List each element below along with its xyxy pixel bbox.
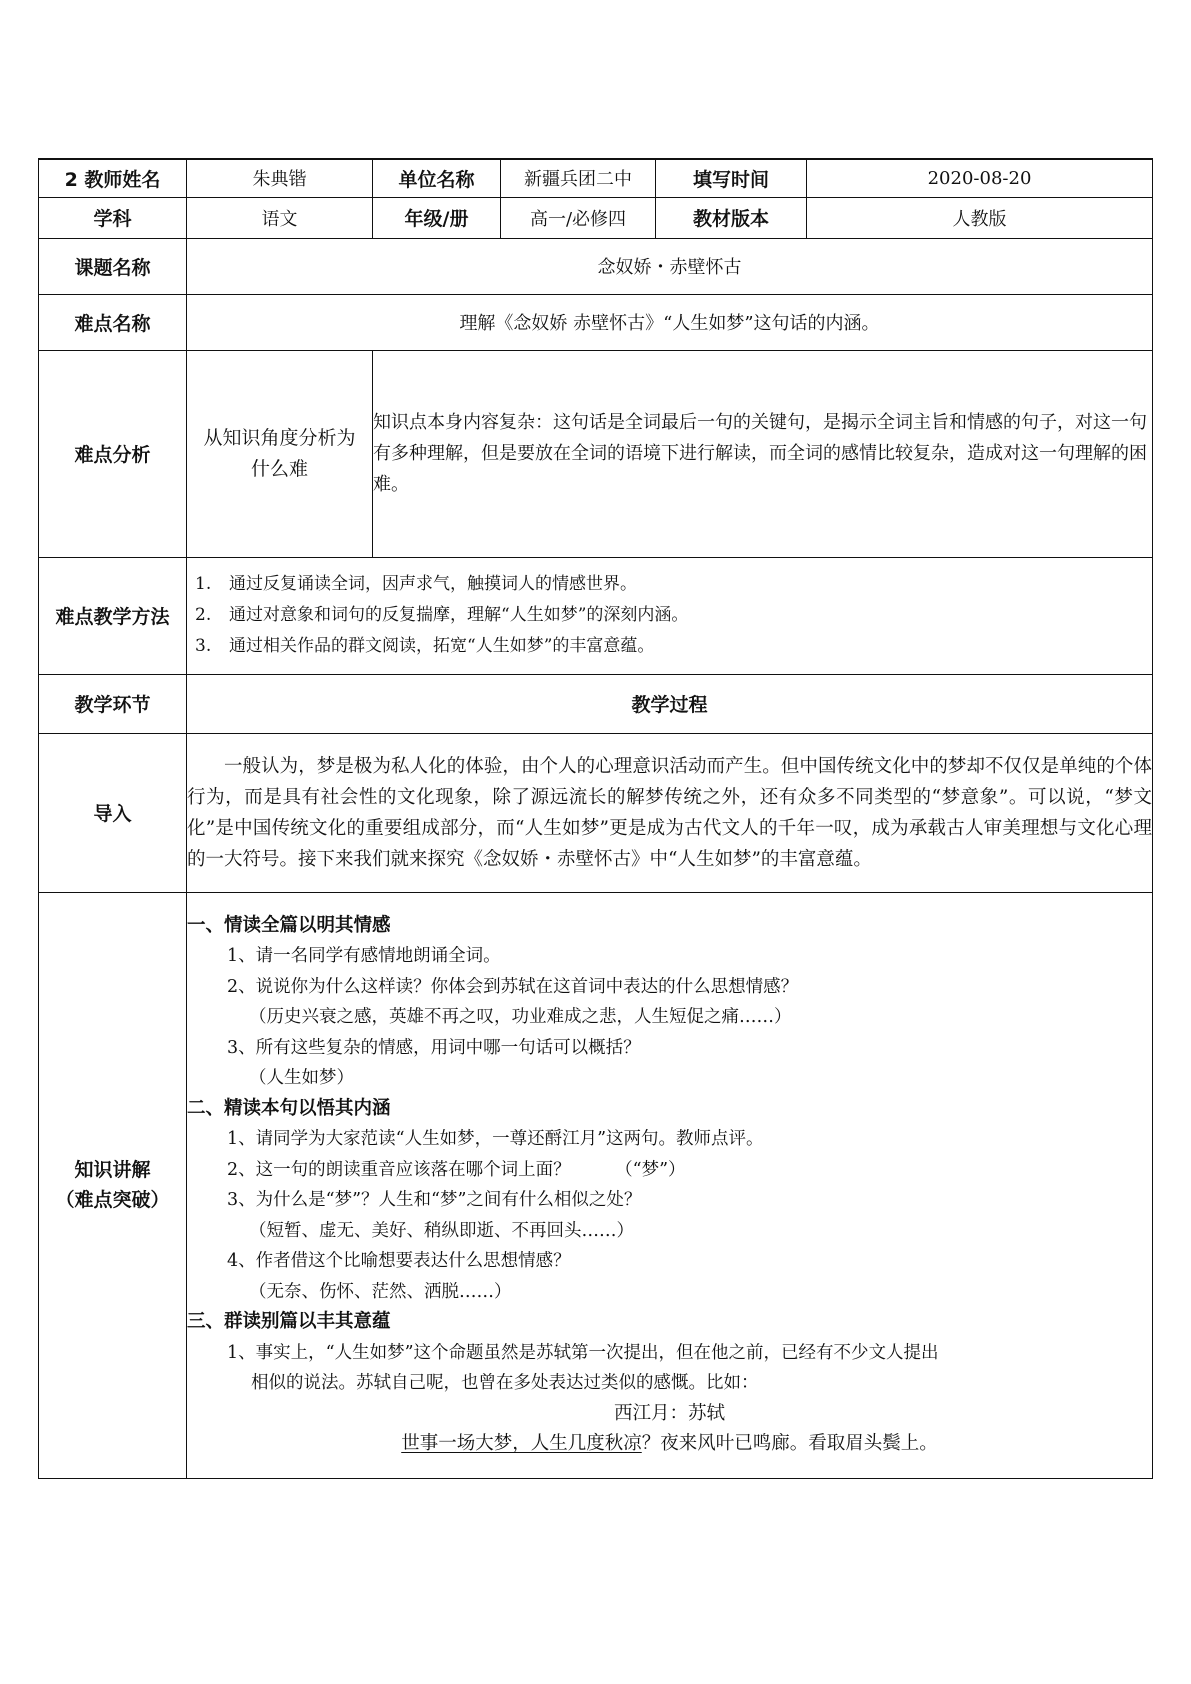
intro-label: 导入 <box>39 733 187 892</box>
method-item <box>187 600 1152 631</box>
analysis-label: 难点分析 <box>39 350 187 557</box>
methods-row <box>39 557 1153 674</box>
analysis-sub-label <box>187 350 373 557</box>
method-item <box>187 631 1152 662</box>
section-1-question-3: 3、所有这些复杂的情感，用词中哪一句话可以概括？ <box>227 1037 641 1058</box>
section-2-question-2: 2、这一句的朗读重音应该落在哪个词上面？ （“梦”） <box>227 1159 686 1180</box>
method-number: 2. <box>195 605 212 625</box>
lesson-plan-table <box>38 158 1153 1479</box>
process-content-label: 教学过程 <box>187 674 1153 733</box>
method-text: 通过反复诵读全词，因声求气，触摸词人的情感世界。 <box>229 574 637 594</box>
section-1-answer-3: （人生如梦） <box>249 1068 354 1088</box>
methods-list <box>187 557 1153 674</box>
section-2-question-4: 4、作者借这个比喻想要表达什么思想情感？ <box>227 1251 571 1271</box>
knowledge-row <box>39 892 1153 1478</box>
grade-label: 年级/册 <box>373 197 501 238</box>
analysis-sub-label-line2: 什么难 <box>250 457 308 480</box>
subject-value: 语文 <box>187 197 373 238</box>
section-2-question-1: 1、请同学为大家范读“人生如梦，一尊还酹江月”这两句。教师点评。 <box>227 1129 764 1149</box>
knowledge-body <box>187 892 1153 1478</box>
section-3-question-1-line-1: 1、事实上，“人生如梦”这个命题虽然是苏轼第一次提出，但在他之前，已经有不少文人提出 <box>227 1342 939 1363</box>
topic-row <box>39 238 1153 294</box>
intro-row <box>39 733 1153 892</box>
section-2-question-3: 3、为什么是“梦”？人生和“梦”之间有什么相似之处？ <box>227 1190 642 1210</box>
method-number: 1. <box>195 574 212 594</box>
difficulty-value: 理解《念奴娇 赤壁怀古》“人生如梦”这句话的内涵。 <box>187 294 1153 350</box>
section-3-title: 三、群读别篇以丰其意蕴 <box>187 1311 391 1332</box>
difficulty-row <box>39 294 1153 350</box>
topic-label: 课题名称 <box>39 238 187 294</box>
section-1-title: 一、情读全篇以明其情感 <box>187 914 391 936</box>
section-2-answer-3: （短暂、虚无、美好、稍纵即逝、不再回头……） <box>249 1220 634 1241</box>
intro-text: 一般认为，梦是极为私人化的体验，由个人的心理意识活动而产生。但中国传统文化中的梦却不仅仅是单纯的个体行为，而是具有社会性的文化现象，除了源远流长的解梦传统之外，还有众多不同类型的“梦意象”。可以说，“梦文化”是中国传统文化的重要组成部分，而“人生如梦”更是成为古代文人的千年一叹，成为承载古人审美理想与文化心理的一大符号。接下来我们就来探究《念奴娇・赤壁怀古》中“人生如梦”的丰富意蕴。 <box>187 733 1153 892</box>
poem-rest-text: ？夜来风叶已鸣廊。看取眉头鬓上。 <box>641 1433 938 1454</box>
process-header-row <box>39 674 1153 733</box>
method-number: 3. <box>195 636 212 656</box>
difficulty-label: 难点名称 <box>39 294 187 350</box>
edition-value: 人教版 <box>807 197 1153 238</box>
method-text: 通过对意象和词句的反复揣摩，理解“人生如梦”的深刻内涵。 <box>229 605 689 625</box>
header-row-1 <box>39 159 1153 197</box>
analysis-text: 知识点本身内容复杂：这句话是全词最后一句的关键句，是揭示全词主旨和情感的句子，对这一句有多种理解，但是要放在全词的语境下进行解读，而全词的感情比较复杂，造成对这一句理解的困难。 <box>373 350 1153 557</box>
unit-label: 单位名称 <box>373 159 501 197</box>
subject-label: 学科 <box>39 197 187 238</box>
teacher-label: 2 教师姓名 <box>39 159 187 197</box>
topic-value: 念奴娇・赤壁怀古 <box>187 238 1153 294</box>
process-stage-label: 教学环节 <box>39 674 187 733</box>
section-1-question-2: 2、说说你为什么这样读？你体会到苏轼在这首词中表达的什么思想情感？ <box>227 976 799 997</box>
knowledge-label-line1: 知识讲解 <box>74 1159 151 1181</box>
poem-underlined-text: 世事一场大梦，人生几度秋凉 <box>401 1433 642 1454</box>
knowledge-label <box>39 892 187 1478</box>
analysis-row <box>39 350 1153 557</box>
analysis-sub-label-line1: 从知识角度分析为 <box>203 426 356 449</box>
date-value: 2020-08-20 <box>807 159 1153 197</box>
section-1-question-1: 1、请一名同学有感情地朗诵全词。 <box>227 946 501 966</box>
poem-line <box>187 1429 1152 1460</box>
section-1-answer-2: （历史兴衰之感，英雄不再之叹，功业难成之悲，人生短促之痛……） <box>249 1007 792 1027</box>
grade-value: 高一/必修四 <box>501 197 656 238</box>
unit-value: 新疆兵团二中 <box>501 159 656 197</box>
methods-label: 难点教学方法 <box>39 557 187 674</box>
teacher-value: 朱典锴 <box>187 159 373 197</box>
poem-title: 西江月：苏轼 <box>613 1402 725 1424</box>
edition-label: 教材版本 <box>656 197 807 238</box>
section-2-title: 二、精读本句以悟其内涵 <box>187 1097 391 1119</box>
method-text: 通过相关作品的群文阅读，拓宽“人生如梦”的丰富意蕴。 <box>229 636 655 656</box>
knowledge-label-line2: （难点突破） <box>55 1189 170 1211</box>
method-item <box>187 569 1152 600</box>
section-3-question-1-line-2: 相似的说法。苏轼自己呢，也曾在多处表达过类似的感慨。比如： <box>251 1373 759 1393</box>
header-row-2 <box>39 197 1153 238</box>
date-label: 填写时间 <box>656 159 807 197</box>
section-2-answer-4: （无奈、伤怀、茫然、洒脱……） <box>249 1281 512 1302</box>
